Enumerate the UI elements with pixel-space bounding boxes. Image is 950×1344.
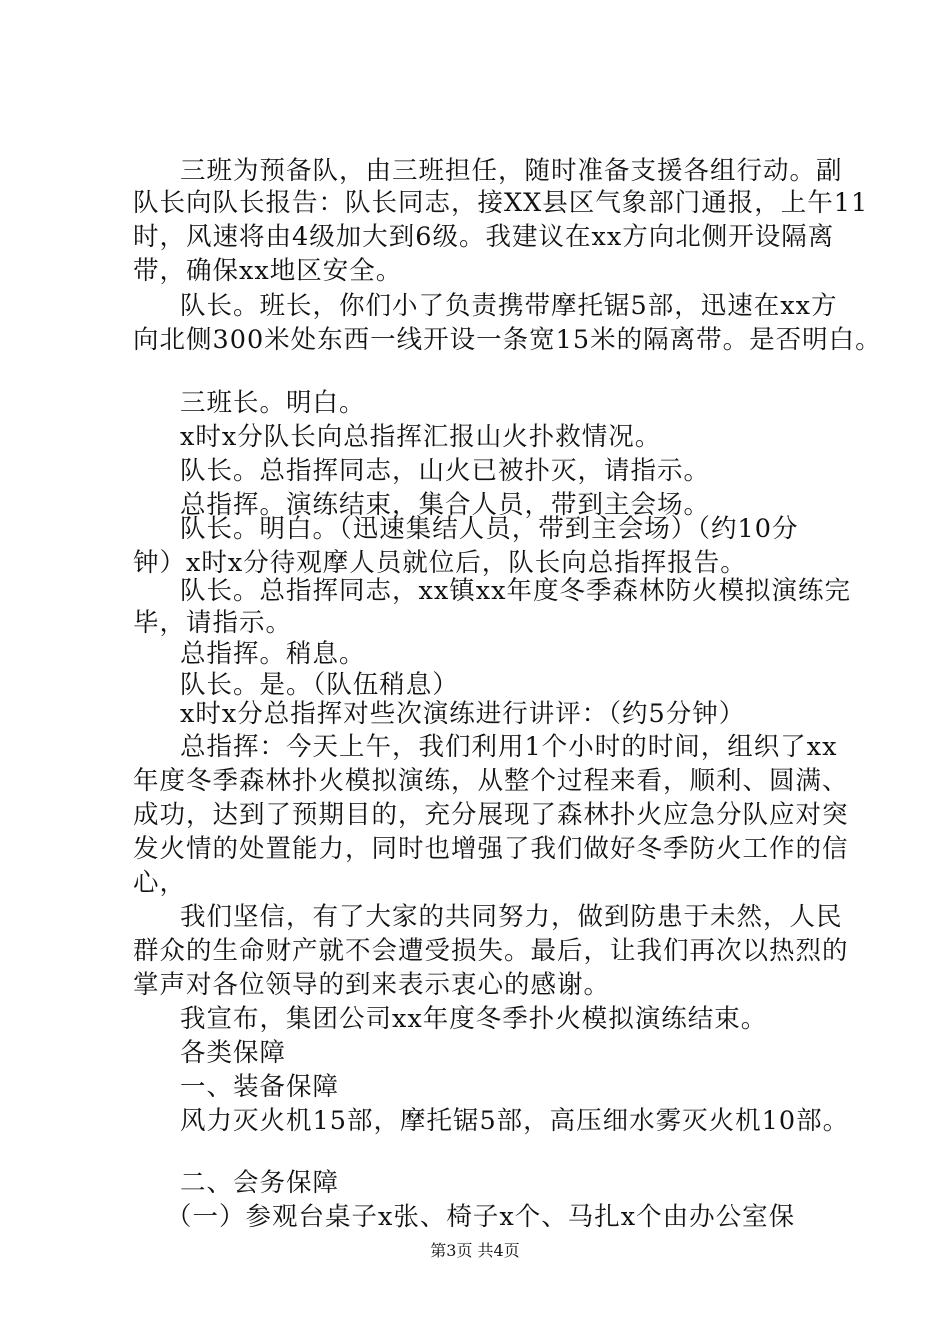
text-line: 我们坚信，有了大家的共同努力，做到防患于未然，人民 bbox=[180, 902, 843, 932]
text-line: 年度冬季森林扑火模拟演练，从整个过程来看，顺利、圆满、 bbox=[133, 766, 849, 796]
text-line: 钟）x时x分待观摩人员就位后，队长向总指挥报告。 bbox=[133, 548, 747, 578]
text-line: 各类保障 bbox=[180, 1038, 287, 1068]
text-line: 一、装备保障 bbox=[180, 1072, 340, 1102]
text-line: 三班长。明白。 bbox=[180, 388, 366, 418]
text-line: 总指挥。稍息。 bbox=[180, 639, 366, 669]
text-line: x时x分总指挥对些次演练进行讲评：（约5分钟） bbox=[180, 699, 746, 729]
text-line: 群众的生命财产就不会遭受损失。最后，让我们再次以热烈的 bbox=[133, 936, 849, 966]
text-line: 队长。班长，你们小了负责携带摩托锯5部，迅速在xx方 bbox=[180, 291, 838, 321]
text-line: 队长。是。（队伍稍息） bbox=[180, 670, 459, 700]
text-line: 三班为预备队，由三班担任，随时准备支援各组行动。副 bbox=[180, 156, 843, 186]
text-line: 队长。总指挥同志，山火已被扑灭，请指示。 bbox=[180, 456, 711, 486]
text-line: 向北侧300米处东西一线开设一条宽15米的隔离带。是否明白。 bbox=[133, 325, 882, 355]
text-line: x时x分队长向总指挥汇报山火扑救情况。 bbox=[180, 422, 662, 452]
text-line: 时，风速将由4级加大到6级。我建议在xx方向北侧开设隔离 bbox=[133, 222, 835, 252]
text-line: 心， bbox=[133, 868, 187, 898]
text-line: 掌声对各位领导的到来表示衷心的感谢。 bbox=[133, 970, 611, 1000]
text-line: 总指挥。演练结束，集合人员，带到主会场。 bbox=[180, 490, 711, 520]
text-line: 队长。总指挥同志，xx镇xx年度冬季森林防火模拟演练完 bbox=[180, 576, 852, 606]
text-line: 二、会务保障 bbox=[180, 1168, 340, 1198]
text-line: 我宣布，集团公司xx年度冬季扑火模拟演练结束。 bbox=[180, 1004, 768, 1034]
text-line: 风力灭火机15部，摩托锯5部，高压细水雾灭火机10部。 bbox=[180, 1106, 850, 1136]
text-line: （一）参观台桌子x张、椅子x个、马扎x个由办公室保 bbox=[166, 1202, 796, 1232]
text-line: 成功，达到了预期目的，充分展现了森林扑火应急分队应对突 bbox=[133, 800, 849, 830]
text-line: 发火情的处置能力，同时也增强了我们做好冬季防火工作的信 bbox=[133, 834, 849, 864]
text-line: 队长向队长报告：队长同志，接XX县区气象部门通报，上午11 bbox=[133, 188, 869, 218]
page-number-footer: 第3页 共4页 bbox=[430, 1241, 520, 1260]
text-line: 毕，请指示。 bbox=[133, 608, 293, 638]
text-line: 总指挥：今天上午，我们利用1个小时的时间，组织了xx bbox=[180, 732, 838, 762]
text-line: 带，确保xx地区安全。 bbox=[133, 256, 403, 286]
text-line: 队长。明白。（迅速集结人员，带到主会场）（约10分 bbox=[180, 514, 799, 544]
